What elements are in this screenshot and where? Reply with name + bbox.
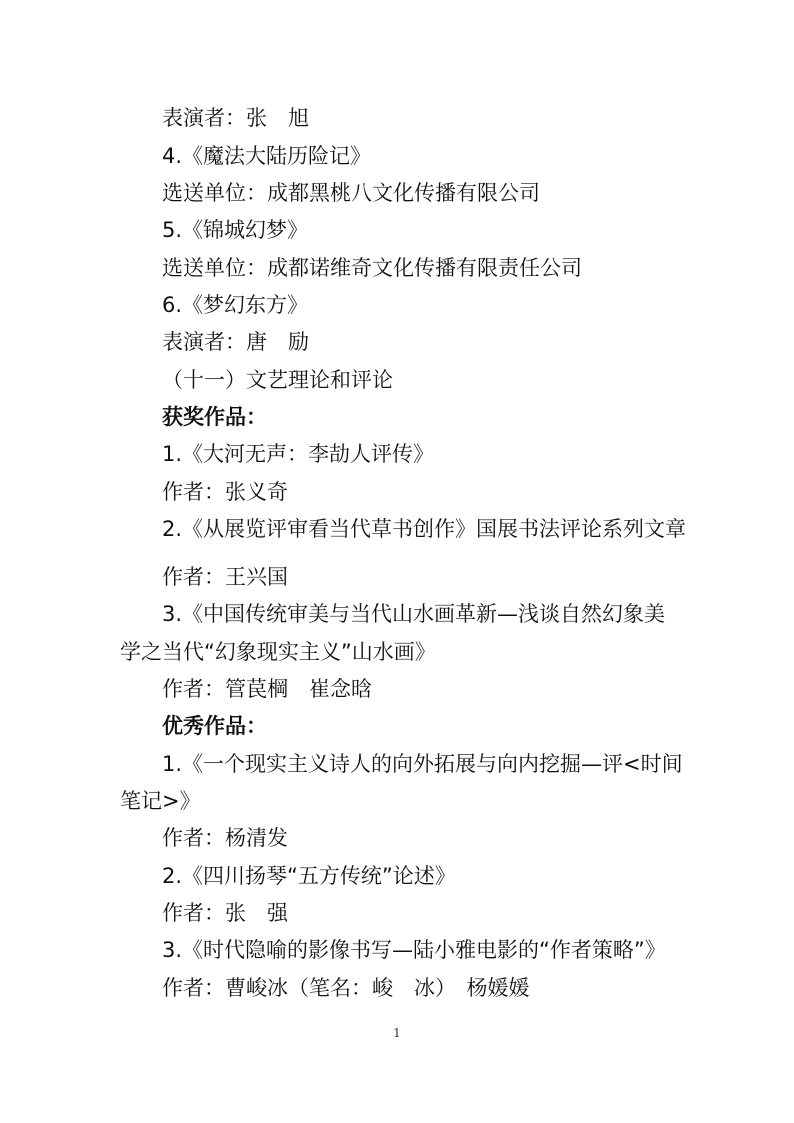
author-line: 作者：张 强 [162, 901, 288, 925]
performer-line: 表演者：唐 励 [162, 330, 309, 354]
work-title-line: 1.《大河无声：李劼人评传》 [162, 442, 435, 466]
work-title-continuation: 笔记>》 [120, 789, 201, 813]
author-line: 作者：王兴国 [162, 565, 288, 589]
work-title-line: 4.《魔法大陆历险记》 [162, 144, 372, 168]
work-title-line: 3.《时代隐喻的影像书写—陆小雅电影的“作者策略”》 [162, 938, 666, 962]
author-line: 作者：杨清发 [162, 826, 288, 850]
subsection-heading: 获奖作品： [162, 405, 267, 429]
author-line: 作者：张义奇 [162, 480, 288, 504]
section-heading: （十一）文艺理论和评论 [162, 368, 393, 392]
work-title-line: 1.《一个现实主义诗人的向外拓展与向内挖掘—评<时间 [162, 752, 683, 776]
work-title-line: 2.《四川扬琴“五方传统”论述》 [162, 864, 456, 888]
work-title-continuation: 学之当代“幻象现实主义”山水画》 [120, 640, 436, 664]
work-title-line: 5.《锦城幻梦》 [162, 218, 309, 242]
performer-line: 表演者：张 旭 [162, 106, 309, 130]
subsection-heading: 优秀作品： [162, 714, 267, 738]
unit-line: 选送单位：成都诺维奇文化传播有限责任公司 [162, 256, 582, 280]
unit-line: 选送单位：成都黑桃八文化传播有限公司 [162, 181, 540, 205]
work-title-line: 6.《梦幻东方》 [162, 293, 309, 317]
work-title-line: 2.《从展览评审看当代草书创作》国展书法评论系列文章 [162, 517, 687, 541]
work-title-line: 3.《中国传统审美与当代山水画革新—浅谈自然幻象美 [162, 602, 666, 626]
author-line: 作者：管苠棡 崔念晗 [162, 677, 372, 701]
page-number: 1 [393, 1026, 401, 1040]
author-line: 作者：曹峻冰（笔名：峻 冰） 杨媛媛 [162, 976, 530, 1000]
